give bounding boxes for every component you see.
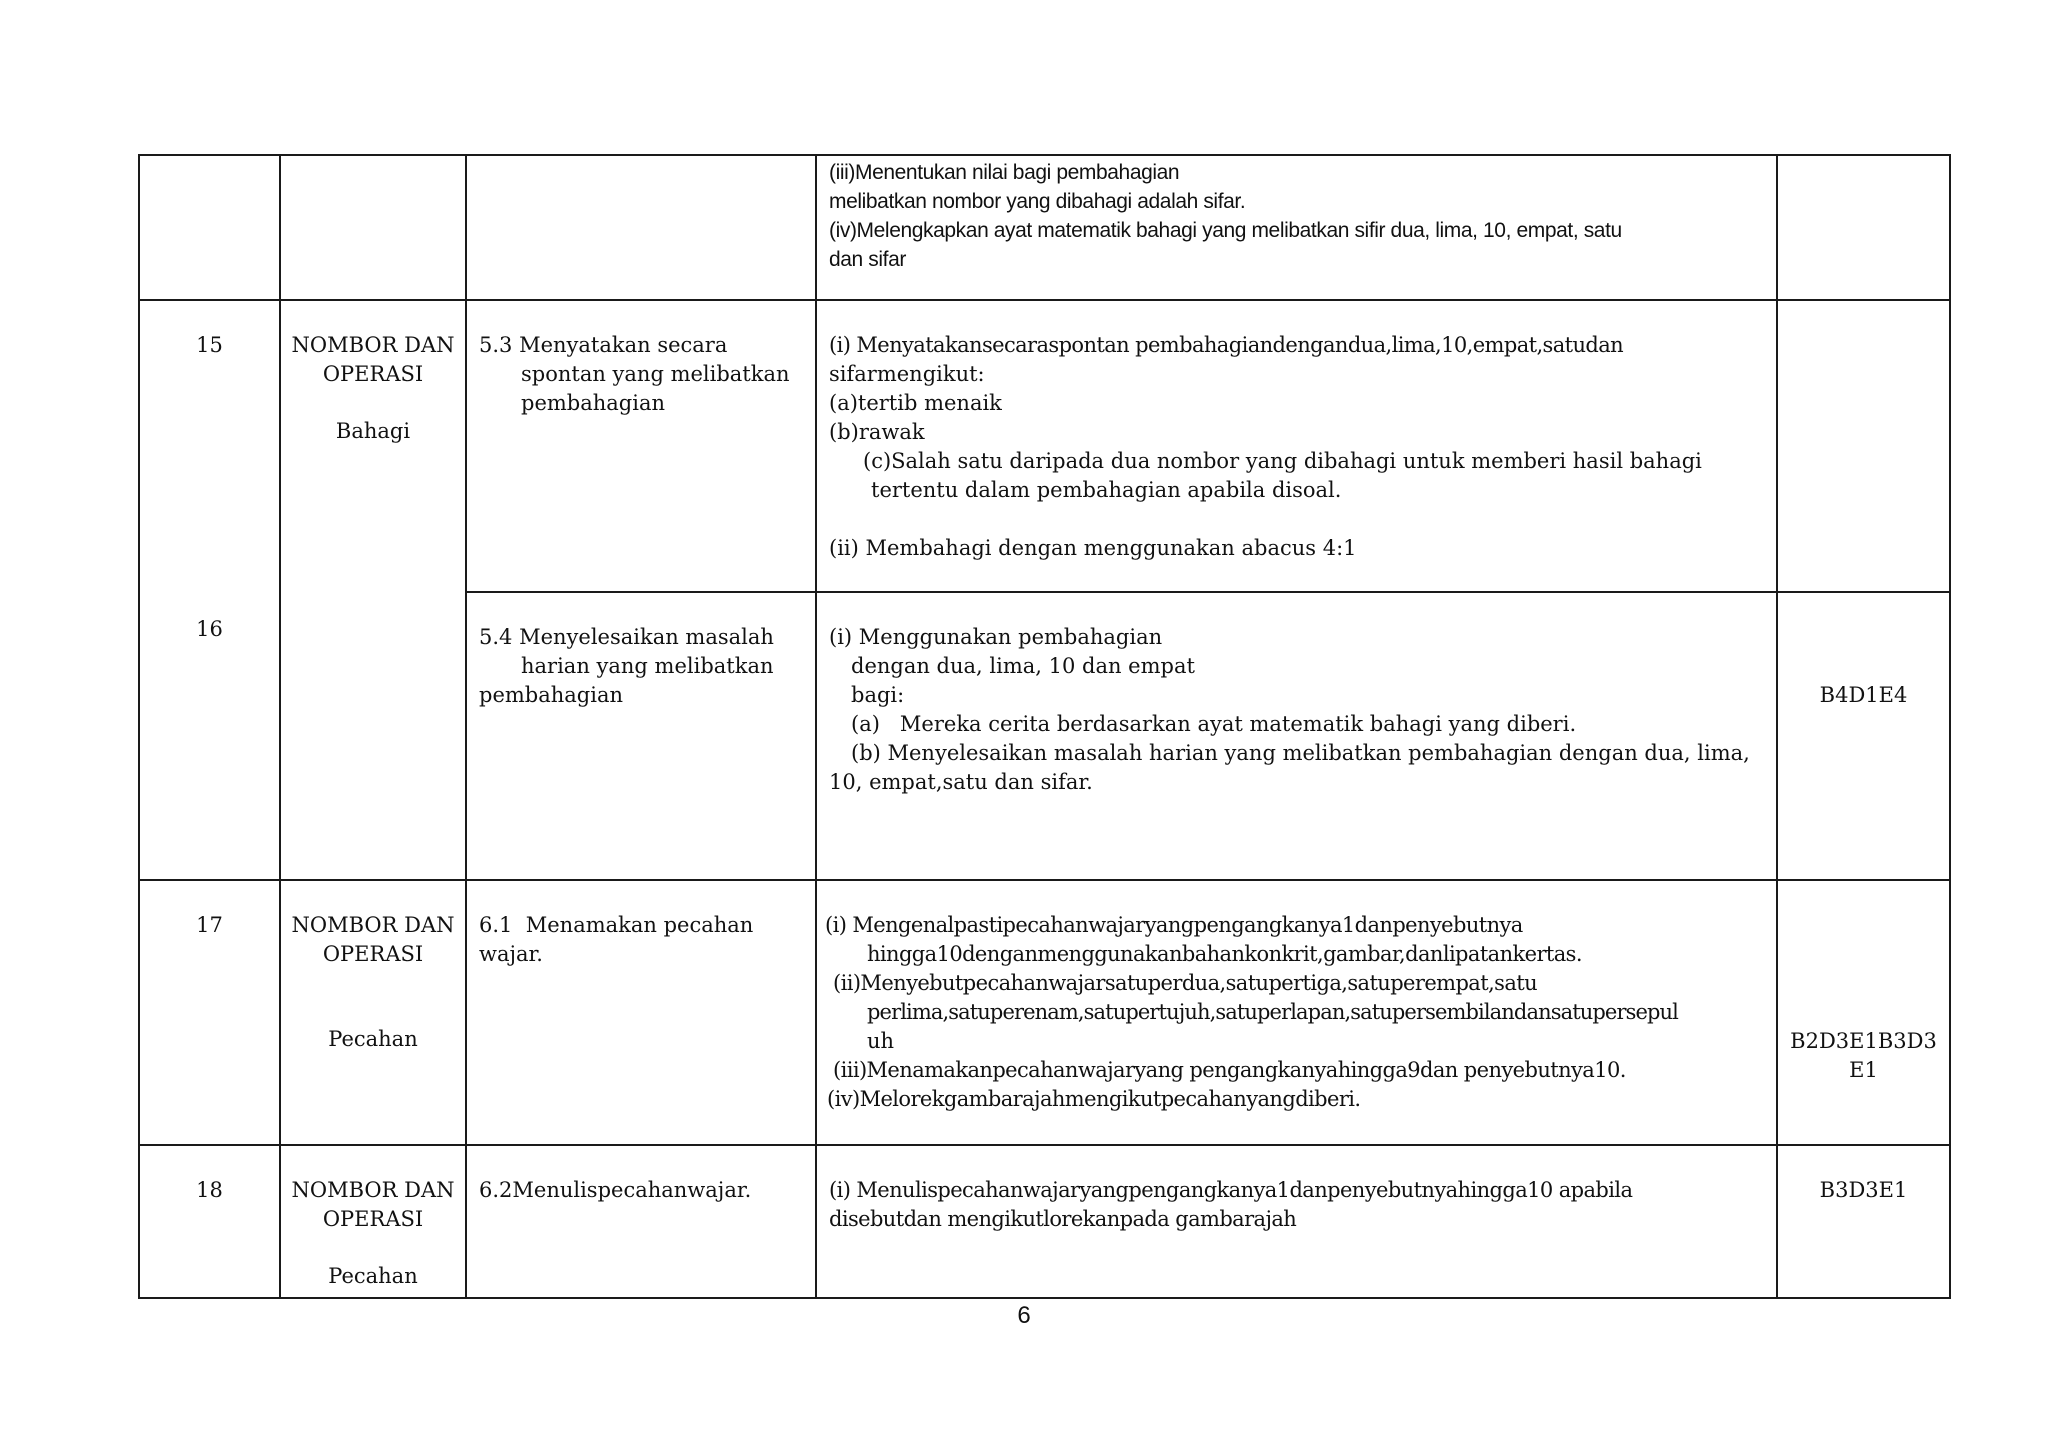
learning-line: (iii)Menamakanpecahanwajaryang pengangkanyahingga9dan penyebutnya10. xyxy=(833,1058,1626,1082)
learning-standard-cell xyxy=(816,592,1777,880)
week-number: 15 xyxy=(196,333,223,357)
lesson-plan-table xyxy=(138,154,1951,1299)
week-cell xyxy=(139,880,280,1145)
learning-line: (iv)Melengkapkan ayat matematik bahagi yang melibatkan sifir dua, lima, 10, empat, satu xyxy=(829,219,1622,242)
standard-cell xyxy=(466,1145,816,1298)
performance-code: B2D3E1B3D3 xyxy=(1790,1029,1937,1053)
learning-line: dengan dua, lima, 10 dan empat xyxy=(851,654,1195,678)
learning-line: (i) Mengenalpastipecahanwajaryangpengangkanya1danpenyebutnya xyxy=(825,913,1523,937)
learning-line: (i) Menyatakansecaraspontan pembahagiandengandua,lima,10,empat,satudan xyxy=(829,333,1624,357)
topic-title: OPERASI xyxy=(322,362,424,386)
table-row xyxy=(139,155,1950,300)
learning-line: melibatkan nombor yang dibahagi adalah sifar. xyxy=(829,190,1246,213)
performance-cell xyxy=(1777,155,1950,300)
performance-code: B3D3E1 xyxy=(1819,1178,1908,1202)
page-number: 6 xyxy=(1017,1302,1031,1329)
table-row xyxy=(139,1145,1950,1298)
week-cell xyxy=(139,155,280,300)
learning-line: tertentu dalam pembahagian apabila disoal. xyxy=(871,478,1342,502)
learning-line: (iii)Menentukan nilai bagi pembahagian xyxy=(829,161,1180,184)
learning-line: (a) Mereka cerita berdasarkan ayat matematik bahagi yang diberi. xyxy=(851,712,1577,736)
learning-line: 10, empat,satu dan sifar. xyxy=(829,770,1093,794)
week-number: 18 xyxy=(196,1178,223,1202)
learning-line: sifarmengikut: xyxy=(829,362,985,386)
week-cell xyxy=(139,1145,280,1298)
week-cell xyxy=(139,300,280,880)
standard-cell xyxy=(466,880,816,1145)
topic-cell xyxy=(280,300,466,880)
topic-subtitle: Pecahan xyxy=(328,1027,418,1051)
performance-cell xyxy=(1777,1145,1950,1298)
learning-standard-cell xyxy=(816,155,1777,300)
standard-line: 6.2Menulispecahanwajar. xyxy=(479,1178,752,1202)
topic-title: OPERASI xyxy=(322,942,424,966)
learning-standard-cell xyxy=(816,300,1777,592)
topic-title: NOMBOR DAN xyxy=(291,1178,455,1202)
topic-cell xyxy=(280,1145,466,1298)
performance-code: E1 xyxy=(1849,1058,1878,1082)
learning-line: disebutdan mengikutlorekanpada gambarajah xyxy=(829,1207,1297,1231)
learning-line: bagi: xyxy=(851,683,905,707)
learning-line: (ii)Menyebutpecahanwajarsatuperdua,satupertiga,satuperempat,satu xyxy=(833,971,1538,995)
standard-line: wajar. xyxy=(479,942,543,966)
topic-subtitle: Bahagi xyxy=(335,419,411,443)
learning-line: (a)tertib menaik xyxy=(829,391,1002,415)
table-row xyxy=(139,880,1950,1145)
learning-line: hingga10denganmenggunakanbahankonkrit,gambar,danlipatankertas. xyxy=(867,942,1582,966)
performance-cell xyxy=(1777,880,1950,1145)
standard-line: harian yang melibatkan xyxy=(521,654,774,678)
week-number: 16 xyxy=(196,617,223,641)
learning-standard-cell xyxy=(816,880,1777,1145)
learning-line: (ii) Membahagi dengan menggunakan abacus 4:1 xyxy=(829,536,1357,560)
learning-line: perlima,satuperenam,satupertujuh,satuperlapan,satupersembilandansatupersepul xyxy=(867,1000,1678,1024)
learning-line: (b) Menyelesaikan masalah harian yang melibatkan pembahagian dengan dua, lima, xyxy=(851,741,1750,765)
learning-line: (i) Menggunakan pembahagian xyxy=(829,625,1163,649)
topic-cell xyxy=(280,880,466,1145)
standard-cell xyxy=(466,592,816,880)
learning-line: uh xyxy=(867,1029,895,1053)
learning-line: dan sifar xyxy=(829,248,906,271)
standard-cell xyxy=(466,155,816,300)
standard-cell xyxy=(466,300,816,592)
standard-line: pembahagian xyxy=(521,391,665,415)
standard-line: pembahagian xyxy=(479,683,623,707)
standard-line: 5.4 Menyelesaikan masalah xyxy=(479,625,774,649)
standard-line: 5.3 Menyatakan secara xyxy=(479,333,728,357)
topic-title: NOMBOR DAN xyxy=(291,333,455,357)
week-number: 17 xyxy=(196,913,223,937)
performance-cell xyxy=(1777,592,1950,880)
table-row xyxy=(139,300,1950,592)
topic-title: OPERASI xyxy=(322,1207,424,1231)
learning-line: (b)rawak xyxy=(829,420,925,444)
standard-line: spontan yang melibatkan xyxy=(521,362,790,386)
performance-code: B4D1E4 xyxy=(1819,683,1908,707)
topic-title: NOMBOR DAN xyxy=(291,913,455,937)
learning-standard-cell xyxy=(816,1145,1777,1298)
performance-cell xyxy=(1777,300,1950,592)
learning-line: (i) Menulispecahanwajaryangpengangkanya1danpenyebutnyahingga10 apabila xyxy=(829,1178,1633,1202)
learning-line: (c)Salah satu daripada dua nombor yang dibahagi untuk memberi hasil bahagi xyxy=(863,449,1702,473)
learning-line: (iv)Melorekgambarajahmengikutpecahanyangdiberi. xyxy=(827,1087,1361,1111)
topic-cell xyxy=(280,155,466,300)
topic-subtitle: Pecahan xyxy=(328,1264,418,1288)
standard-line: 6.1 Menamakan pecahan xyxy=(479,913,754,937)
